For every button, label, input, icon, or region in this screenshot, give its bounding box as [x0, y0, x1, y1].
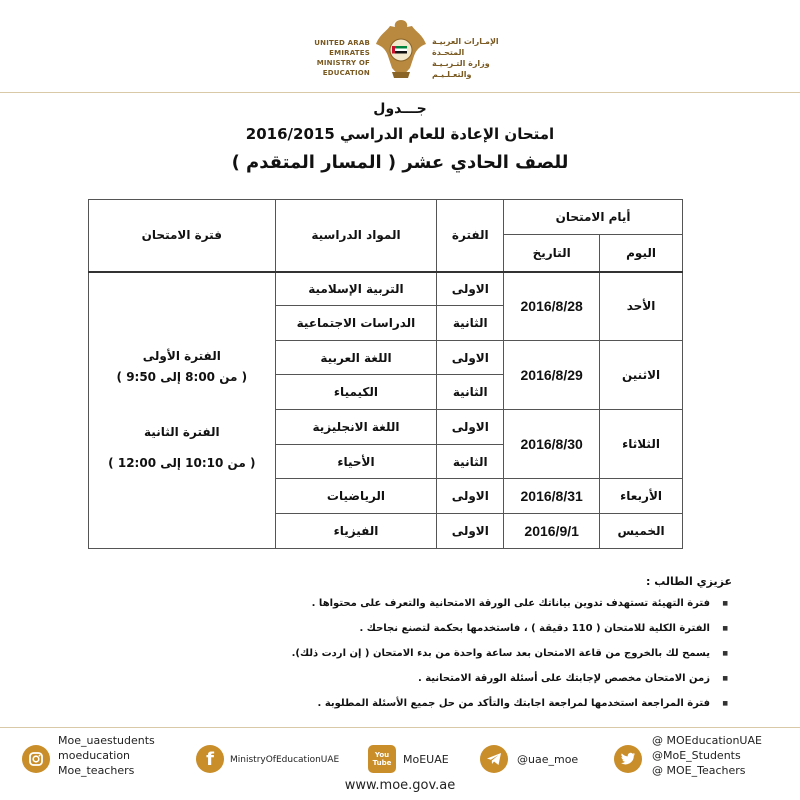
instagram-handle[interactable]: Moe_teachers — [58, 764, 135, 777]
day-cell: الثلاثاء — [600, 410, 683, 479]
list-item: ■ فترة المراجعة استخدمها لمراجعة اجابتك والتأكد من حل جميع الأسئلة المطلوبة . — [168, 694, 728, 719]
exam-period-cell — [89, 272, 276, 549]
exam-schedule-table — [88, 199, 683, 549]
doc-title: جـــدول — [373, 101, 427, 117]
instagram-icon[interactable] — [22, 745, 50, 773]
subject-cell: الفيزياء — [275, 514, 437, 549]
instagram-handle[interactable]: Moe_uaestudents — [58, 734, 155, 747]
ministry-country-ar: الإمـارات العربيـة المتحـدة — [432, 37, 499, 57]
subject-cell: الرياضيات — [275, 479, 437, 514]
subject-cell: الأحياء — [275, 445, 437, 479]
ministry-title-ar: وزارة التـربـيـة والتعـلـيـم — [432, 59, 490, 79]
header-session: الفترة — [437, 200, 504, 272]
day-cell: الأحد — [600, 272, 683, 341]
session-cell: الثانية — [437, 306, 504, 341]
telegram-icon[interactable] — [480, 745, 508, 773]
header-date: التاريخ — [504, 235, 600, 272]
list-item: ■ فترة التهيئة تستهدف تدوين بياناتك على الورقة الامتحانية والتعرف على محتواها . — [168, 594, 728, 619]
subject-cell: الدراسات الاجتماعية — [275, 306, 437, 341]
second-period-time: ( من 10:10 إلى 12:00 ) — [108, 456, 256, 471]
day-cell: الاثنين — [600, 341, 683, 410]
session-cell: الثانية — [437, 375, 504, 410]
session-cell: الاولى — [437, 410, 504, 445]
header-exam-period: فترة الامتحان — [89, 200, 276, 272]
header-day: اليوم — [600, 235, 683, 272]
subject-cell: الكيمياء — [275, 375, 437, 410]
notes-list — [168, 594, 728, 719]
instagram-handles — [58, 733, 155, 778]
date-cell: 2016/8/31 — [504, 479, 600, 514]
youtube-handle[interactable]: MoEUAE — [403, 753, 449, 766]
ministry-name-arabic — [432, 36, 524, 80]
doc-subtitle: امتحان الإعادة للعام الدراسي 2016/2015 — [245, 125, 555, 143]
student-notes — [168, 575, 732, 719]
list-item: ■ يسمح لك بالخروج من قاعة الامتحان بعد ساعة واحدة من بدء الامتحان ( إن اردت ذلك). — [168, 644, 728, 669]
facebook-handle[interactable]: MinistryOfEducationUAE — [230, 755, 340, 765]
doc-grade: للصف الحادي عشر ( المسار المتقدم ) — [231, 152, 569, 173]
twitter-icon[interactable] — [614, 745, 642, 773]
twitter-handle[interactable]: @MoE_Students — [652, 749, 741, 762]
twitter-handles — [652, 733, 762, 778]
twitter-handle[interactable]: @ MOE_Teachers — [652, 764, 746, 777]
header-exam-days: أيام الامتحان — [504, 200, 683, 235]
session-cell: الاولى — [437, 272, 504, 306]
notes-heading: عزيزي الطالب : — [646, 575, 732, 588]
website-link[interactable]: www.moe.gov.ae — [344, 778, 456, 793]
twitter-handle[interactable]: @ MOEducationUAE — [652, 734, 762, 747]
list-item: ■ الفترة الكلية للامتحان ( 110 دقيقة ) ، فاستخدمها بحكمة لتصنع نجاحك . — [168, 619, 728, 644]
subject-cell: اللغة الانجليزية — [275, 410, 437, 445]
facebook-icon[interactable]: f — [196, 745, 224, 773]
session-cell: الاولى — [437, 479, 504, 514]
footer-divider — [0, 727, 800, 728]
table-row — [89, 272, 683, 306]
day-cell: الخميس — [600, 514, 683, 549]
session-cell: الاولى — [437, 514, 504, 549]
first-period-time: ( من 8:00 إلى 9:50 ) — [116, 370, 248, 385]
header-divider — [0, 92, 800, 93]
youtube-icon[interactable]: You Tube — [368, 745, 396, 773]
date-cell: 2016/8/29 — [504, 341, 600, 410]
session-cell: الثانية — [437, 445, 504, 479]
second-period-label: الفترة الثانية — [144, 425, 220, 440]
uae-emblem-logo — [374, 16, 428, 82]
ministry-header — [0, 0, 800, 92]
ministry-title-en: MINISTRY OF EDUCATION — [316, 59, 370, 77]
first-period-label: الفترة الأولى — [142, 349, 221, 364]
day-cell: الأربعاء — [600, 479, 683, 514]
date-cell: 2016/8/28 — [504, 272, 600, 341]
telegram-handle[interactable]: @uae_moe — [517, 753, 579, 766]
header-subjects: المواد الدراسية — [275, 200, 437, 272]
ministry-country-en: UNITED ARAB EMIRATES — [314, 39, 370, 57]
subject-cell: التربية الإسلامية — [275, 272, 437, 306]
subject-cell: اللغة العربية — [275, 341, 437, 375]
list-item: ■ زمن الامتحان مخصص لإجابتك على أسئلة الورقة الامتحانية . — [168, 669, 728, 694]
date-cell: 2016/8/30 — [504, 410, 600, 479]
date-cell: 2016/9/1 — [504, 514, 600, 549]
session-cell: الاولى — [437, 341, 504, 375]
instagram-handle[interactable]: moeducation — [58, 749, 131, 762]
ministry-name-english — [282, 38, 370, 78]
